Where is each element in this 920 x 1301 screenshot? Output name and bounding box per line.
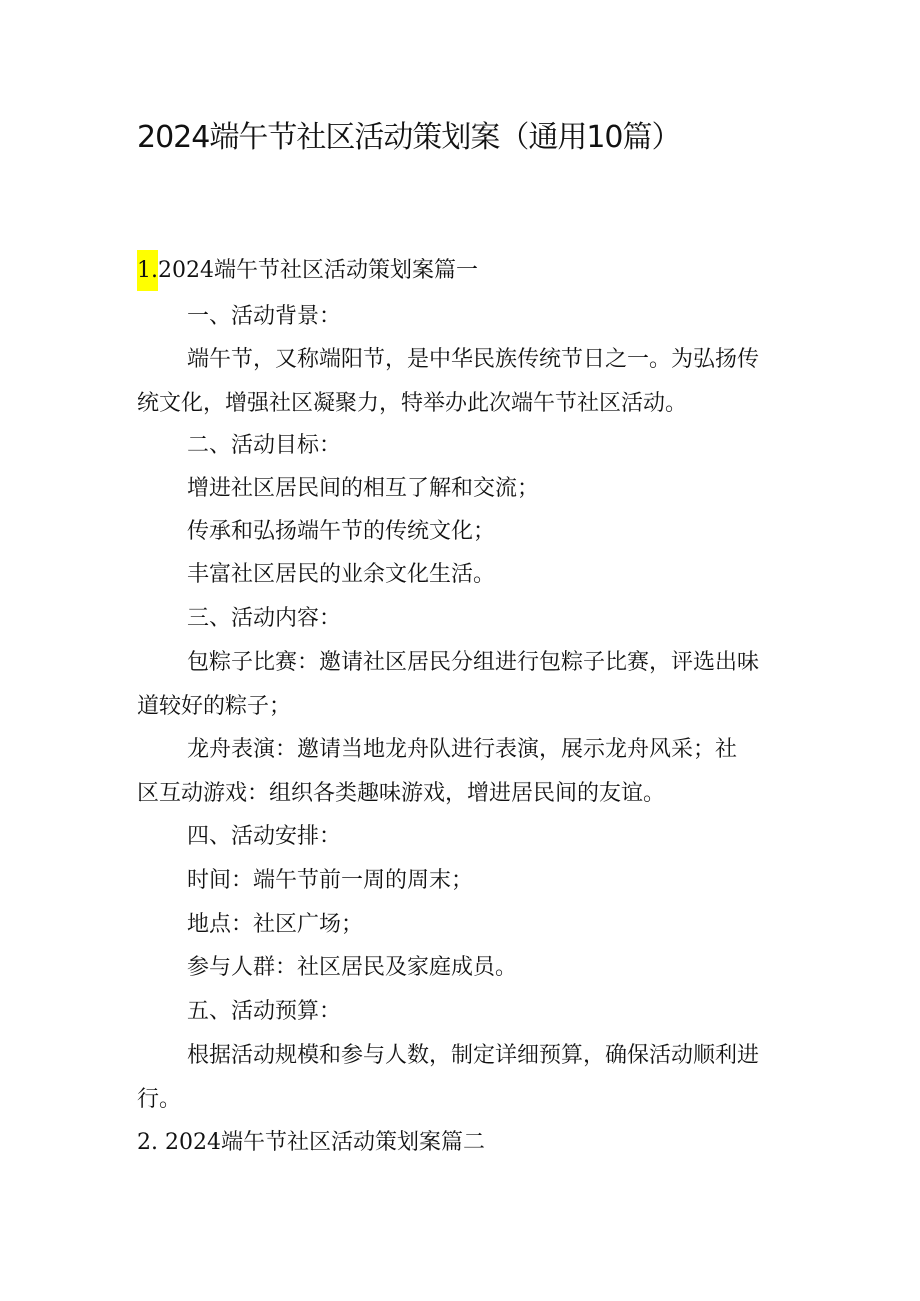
paragraph-line: 根据活动规模和参与人数，制定详细预算，确保活动顺利进 [187, 1043, 760, 1068]
document-title: 2024端午节社区活动策划案（通用10篇） [137, 120, 681, 155]
paragraph-line: 参与人群：社区居民及家庭成员。 [187, 955, 518, 980]
subheading-background: 一、活动背景： [187, 304, 342, 329]
paragraph-line: 道较好的粽子； [137, 694, 292, 719]
paragraph-line: 包粽子比赛：邀请社区居民分组进行包粽子比赛，评选出味 [187, 650, 760, 675]
paragraph-line: 丰富社区居民的业余文化生活。 [187, 562, 496, 587]
paragraph-line: 龙舟表演：邀请当地龙舟队进行表演，展示龙舟风采；社 [187, 737, 738, 762]
subheading-schedule: 四、活动安排： [187, 824, 342, 849]
subheading-budget: 五、活动预算： [187, 999, 342, 1024]
paragraph-line: 时间：端午节前一周的周末； [187, 868, 474, 893]
paragraph-line: 传承和弘扬端午节的传统文化； [187, 519, 496, 544]
paragraph-line: 行。 [137, 1087, 182, 1112]
subheading-goals: 二、活动目标： [187, 433, 342, 458]
section-number-highlight: 1. [137, 250, 158, 291]
paragraph-line: 地点：社区广场； [187, 912, 364, 937]
section-2-heading: 2. 2024端午节社区活动策划案篇二 [137, 1130, 485, 1155]
section-1-heading [137, 256, 478, 286]
section-1-heading-text: 2024端午节社区活动策划案篇一 [158, 258, 478, 283]
paragraph-line: 区互动游戏：组织各类趣味游戏，增进居民间的友谊。 [137, 781, 666, 806]
paragraph-line: 端午节，又称端阳节，是中华民族传统节日之一。为弘扬传 [187, 347, 760, 372]
subheading-content: 三、活动内容： [187, 606, 342, 631]
paragraph-line: 增进社区居民间的相互了解和交流； [187, 476, 540, 501]
paragraph-line: 统文化，增强社区凝聚力，特举办此次端午节社区活动。 [137, 391, 688, 416]
